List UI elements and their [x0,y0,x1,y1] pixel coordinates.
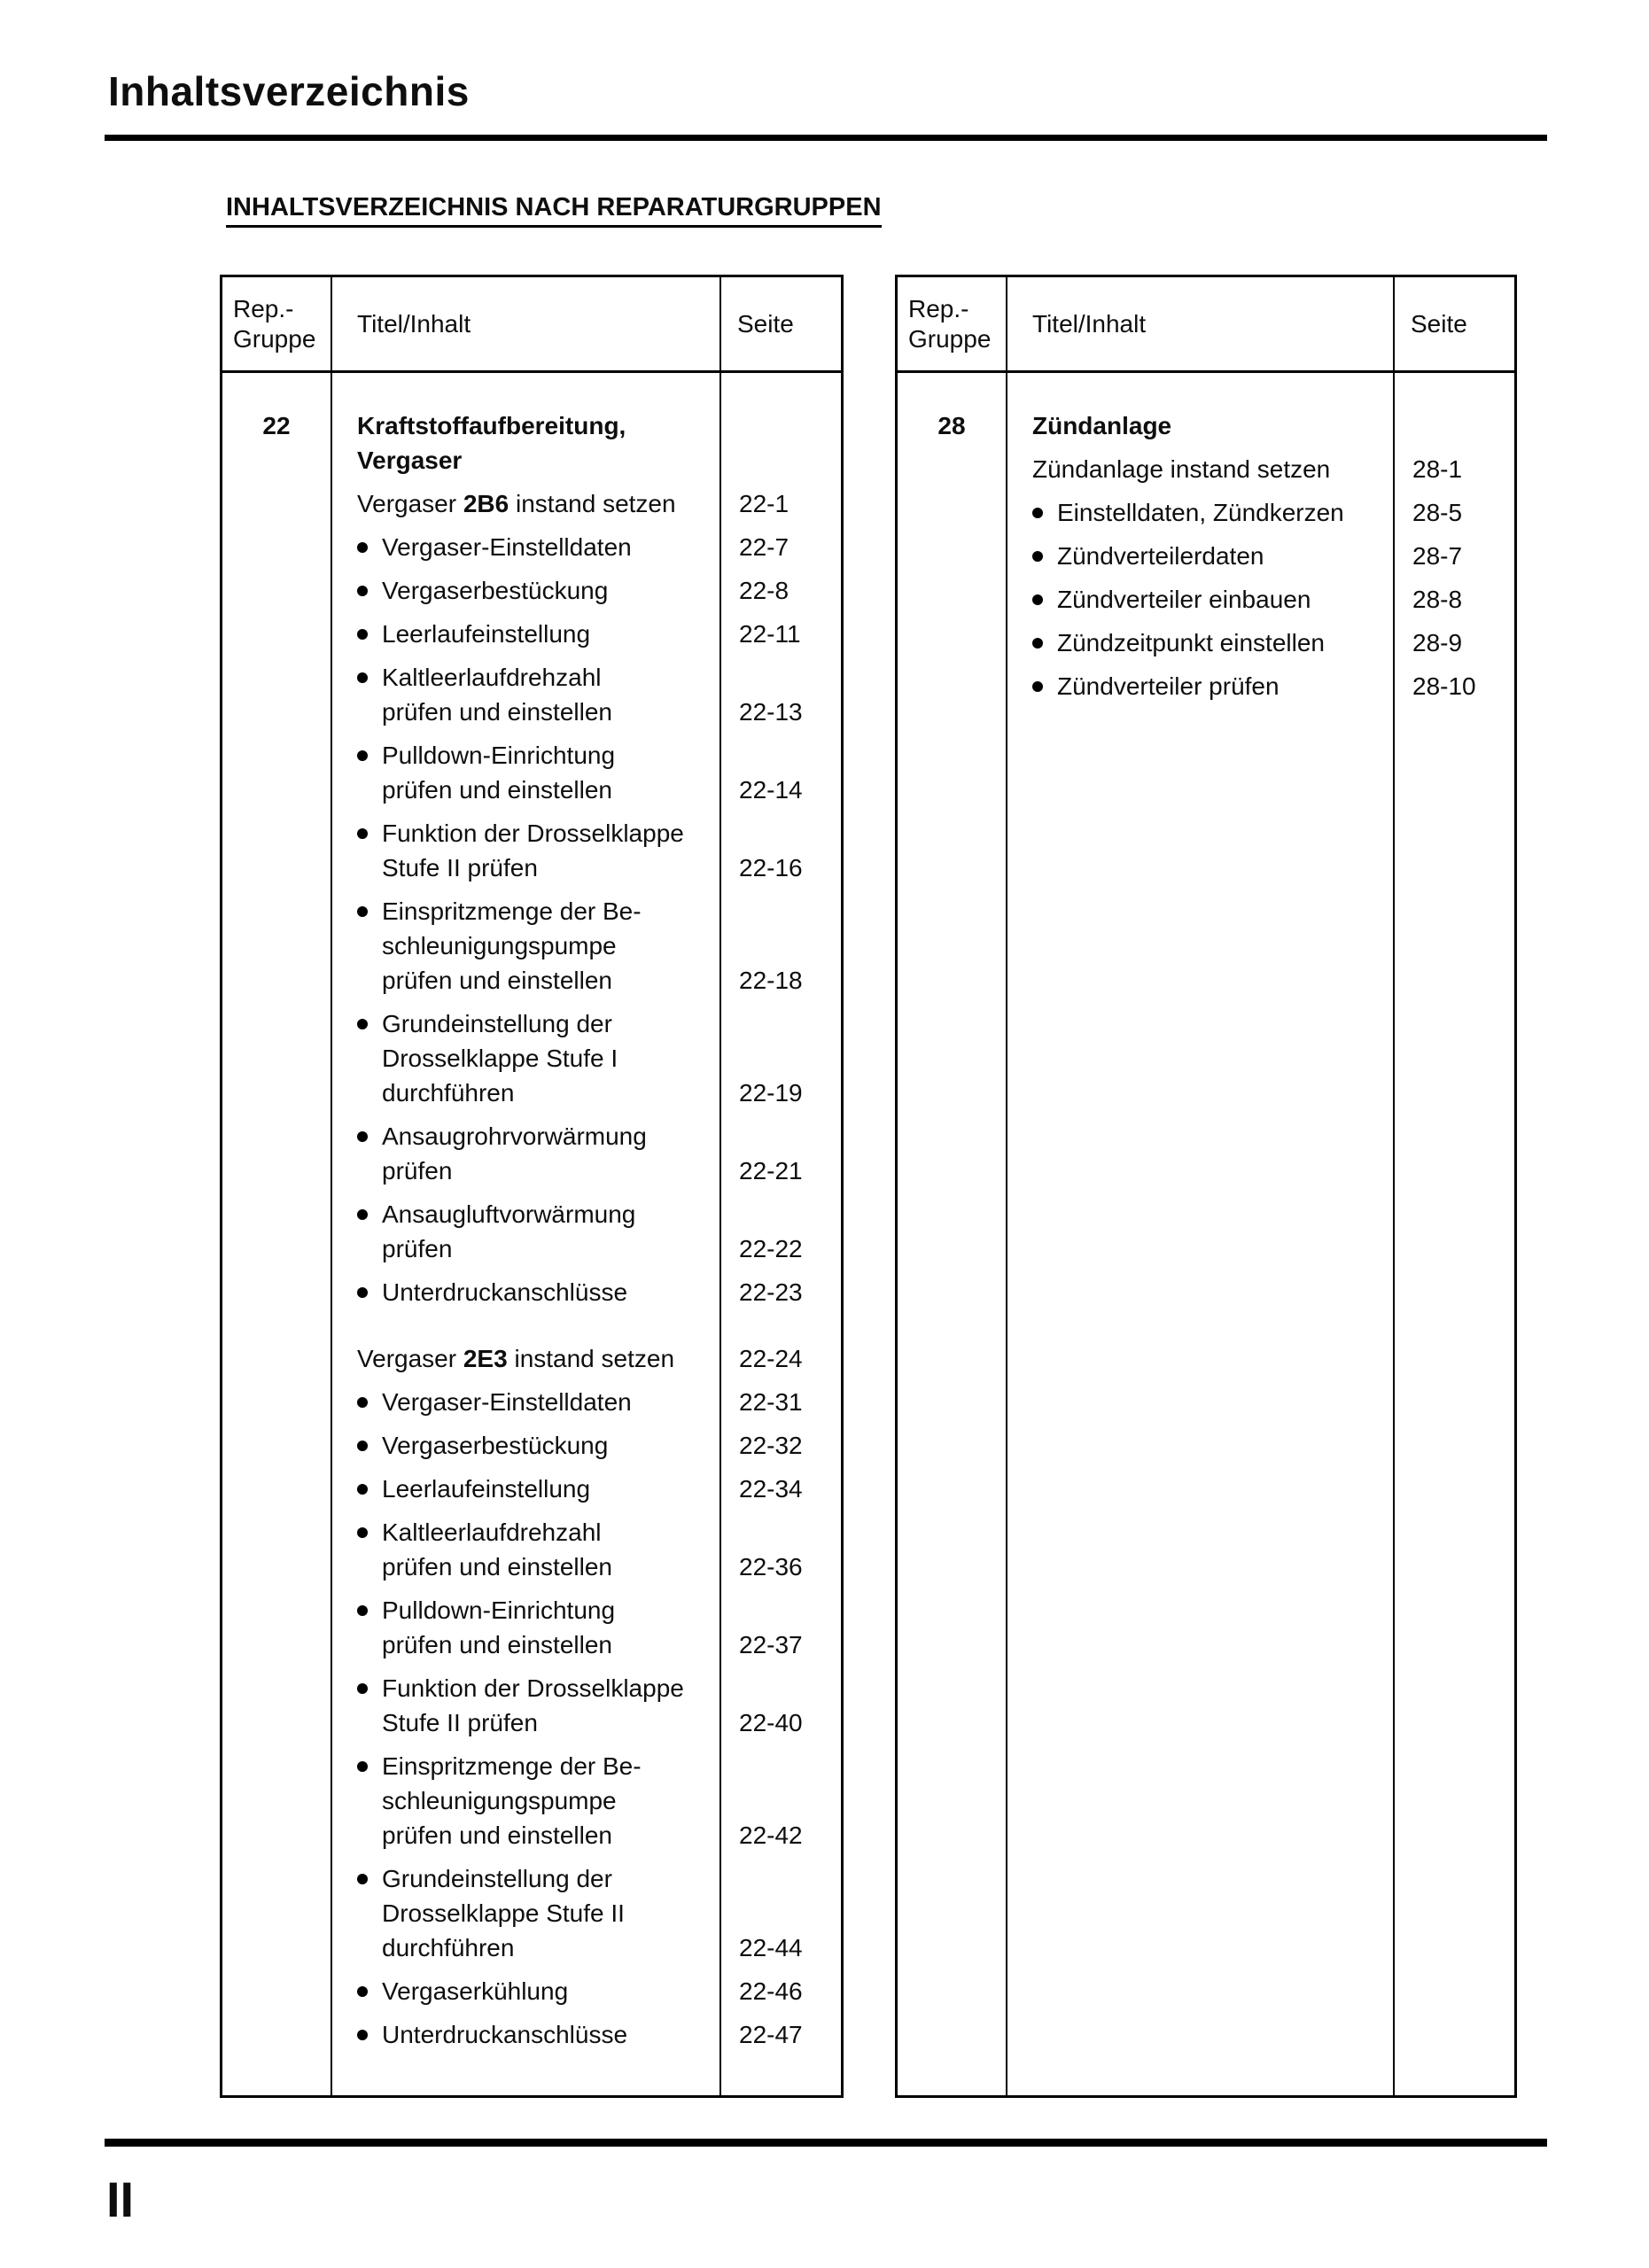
toc-item [898,625,1395,660]
header-rep-line1: Rep.- [233,294,294,322]
toc-item-text [357,486,721,521]
page-number: II [106,2171,135,2227]
page-ref: 22-1 [739,490,789,517]
top-rule [105,135,1547,141]
toc-item-row [898,582,1514,617]
toc-item [222,1385,721,1419]
toc-line: Leerlaufeinstellung [382,1475,591,1503]
toc-line: prüfen und einstellen [382,776,612,804]
toc-line: schleunigungspumpe [382,1787,617,1814]
toc-line: Einspritzmenge der Be- [382,897,642,925]
bullet-icon [357,2030,368,2040]
page-ref: 22-16 [739,854,803,882]
toc-item-text [382,617,590,651]
bullet-icon [357,1209,368,1220]
toc-item [222,1974,721,2008]
toc-item-text [382,573,608,608]
toc-item-text [382,1428,608,1463]
toc-item-text [1057,539,1264,573]
toc-line: Funktion der Drosselklappe [382,819,684,847]
section-heading: INHALTSVERZEICHNIS NACH REPARATURGRUPPEN [226,193,882,228]
toc-line: Leerlaufeinstellung [382,620,591,648]
toc-item [222,1006,721,1110]
toc-item-row [898,495,1514,530]
toc-item-text [357,1341,721,1376]
bullet-icon [357,906,368,917]
toc-line-part: Vergaser [357,490,463,517]
section-title-text [1032,408,1395,443]
page-ref: 22-31 [739,1388,803,1416]
toc-item [222,573,721,608]
toc-item [222,816,721,885]
page-ref: 22-22 [739,1235,803,1262]
toc-item-row [222,1749,841,1852]
column-header-titel-inhalt: Titel/Inhalt [1032,309,1147,338]
toc-item-text [382,530,632,564]
page-ref: 28-5 [1412,499,1463,526]
toc-line: prüfen und einstellen [382,1631,612,1658]
bullet-icon [357,1441,368,1451]
bullet-icon [357,1397,368,1408]
toc-item-text [382,1671,684,1740]
page-ref: 22-46 [739,1977,803,2005]
toc-item-row [222,660,841,729]
toc-item [222,1197,721,1266]
toc-line: prüfen und einstellen [382,967,612,994]
toc-line: Grundeinstellung der [382,1010,612,1037]
toc-line: Einstelldaten, Zündkerzen [1057,499,1344,526]
toc-item-text [382,1974,568,2008]
page-ref: 28-8 [1412,586,1463,613]
toc-item [222,617,721,651]
toc-line: Vergaser-Einstelldaten [382,1388,632,1416]
toc-item-row [222,1861,841,1965]
page-ref: 22-11 [739,620,801,648]
toc-item-text [1057,625,1325,660]
toc-item-text [382,1006,618,1110]
table-rows [222,408,841,2052]
toc-item-row [222,1197,841,1266]
toc-item-text [382,738,615,807]
toc-line: Vergaser-Einstelldaten [382,533,632,561]
toc-line: Vergaser [357,447,463,474]
page-ref: 22-32 [739,1432,803,1459]
page-ref: 22-47 [739,2021,803,2048]
toc-line: Unterdruckanschlüsse [382,2021,628,2048]
group-number: 28 [937,412,966,439]
toc-item-row [222,486,841,521]
toc-item-row [898,625,1514,660]
toc-item-row [222,1385,841,1419]
toc-line: Unterdruckanschlüsse [382,1278,628,1306]
bullet-icon [1032,594,1043,605]
page-ref: 22-23 [739,1278,803,1306]
header-rep-line2: Gruppe [908,324,992,353]
bullet-icon [357,1287,368,1298]
toc-item [222,530,721,564]
toc-item-row [222,1515,841,1584]
toc-line: Kaltleerlaufdrehzahl [382,664,602,691]
toc-item-text [382,816,684,885]
toc-item [222,1119,721,1188]
toc-item-row [222,1006,841,1110]
toc-line: Vergaserbestückung [382,577,609,604]
toc-line: Zündanlage instand setzen [1032,455,1331,483]
bottom-rule [105,2139,1547,2147]
toc-line: Vergaserkühlung [382,1977,569,2005]
table-body [222,373,841,2052]
bullet-icon [357,542,368,553]
toc-line: Stufe II prüfen [382,854,538,882]
column-header-seite: Seite [737,309,794,338]
toc-line-part: instand setzen [507,1345,675,1372]
column-divider [331,277,332,2095]
header-rep-line1: Rep.- [908,294,969,322]
toc-item [222,894,721,998]
toc-item [222,1341,721,1376]
toc-line: Vergaserbestückung [382,1432,609,1459]
page-ref: 22-21 [739,1157,803,1184]
toc-line: durchführen [382,1079,515,1107]
toc-item-text [1057,669,1280,703]
bullet-icon [357,1761,368,1772]
toc-item-row [222,1671,841,1740]
bullet-icon [357,1484,368,1495]
toc-item [222,738,721,807]
page-ref: 22-34 [739,1475,803,1503]
toc-item [222,1861,721,1965]
toc-line: Zündanlage [1032,412,1172,439]
table-rows [898,408,1514,703]
column-header-rep-gruppe [222,294,331,354]
toc-line: Pulldown-Einrichtung [382,742,616,769]
toc-item [898,539,1395,573]
toc-item-text [382,1472,590,1506]
toc-item-text [382,1515,612,1584]
bullet-icon [357,750,368,761]
toc-item-text [382,1593,615,1662]
page-ref: 22-42 [739,1821,803,1849]
table-body [898,373,1514,703]
toc-line: Drosselklappe Stufe I [382,1045,618,1072]
page-ref: 28-9 [1412,629,1463,656]
toc-item-text [382,1861,625,1965]
toc-line: prüfen und einstellen [382,1821,612,1849]
page-ref: 22-8 [739,577,789,604]
toc-line: Kaltleerlaufdrehzahl [382,1518,602,1546]
toc-line: prüfen [382,1235,453,1262]
toc-item [898,452,1395,486]
toc-line: Einspritzmenge der Be- [382,1752,642,1780]
bullet-icon [1032,551,1043,562]
page-ref: 28-1 [1412,455,1463,483]
toc-line: schleunigungspumpe [382,932,617,959]
toc-item [222,660,721,729]
toc-table-left [220,275,844,2098]
column-divider [1393,277,1395,2095]
toc-item [898,582,1395,617]
toc-item-row [222,1119,841,1188]
toc-item [222,1428,721,1463]
page-ref: 22-18 [739,967,803,994]
page-ref: 22-7 [739,533,789,561]
toc-item [898,495,1395,530]
toc-line: prüfen und einstellen [382,698,612,726]
page-ref: 22-19 [739,1079,803,1107]
toc-line: Zündverteiler prüfen [1057,672,1280,700]
toc-item-text [382,1385,632,1419]
toc-item-row [222,2017,841,2052]
toc-item [222,486,721,521]
toc-item-text [382,1275,627,1309]
bullet-icon [357,672,368,683]
toc-tables [220,275,1517,2098]
page-ref: 22-37 [739,1631,803,1658]
page-ref: 22-36 [739,1553,803,1581]
bullet-icon [1032,638,1043,649]
toc-line: Drosselklappe Stufe II [382,1899,625,1927]
column-header-seite: Seite [1411,309,1467,338]
toc-line: Zündverteilerdaten [1057,542,1264,570]
page-ref: 22-44 [739,1934,803,1961]
toc-item-text [382,2017,627,2052]
bullet-icon [357,1986,368,1997]
section-title-text [357,408,721,478]
toc-item-row [222,1428,841,1463]
toc-item [222,1671,721,1740]
page-ref: 28-10 [1412,672,1476,700]
column-divider [1006,277,1007,2095]
bullet-icon [1032,681,1043,692]
toc-item-text [1057,582,1311,617]
toc-item [222,1472,721,1506]
toc-item-text [382,660,612,729]
toc-item-row [222,617,841,651]
page-ref: 22-40 [739,1709,803,1736]
toc-line: durchführen [382,1934,515,1961]
toc-item-row [222,738,841,807]
toc-item-row [898,452,1514,486]
column-divider [719,277,721,2095]
toc-line: Pulldown-Einrichtung [382,1596,616,1624]
toc-line: prüfen und einstellen [382,1553,612,1581]
page-ref: 28-7 [1412,542,1463,570]
toc-item-row [222,1593,841,1662]
bullet-icon [357,1019,368,1029]
toc-item-row [222,1974,841,2008]
header-rep-line2: Gruppe [233,324,316,353]
toc-item-row [222,1472,841,1506]
toc-line: Ansaugrohrvorwärmung [382,1122,647,1150]
toc-item-row [222,573,841,608]
toc-line-part: instand setzen [509,490,676,517]
bullet-icon [357,1683,368,1694]
toc-line [357,1341,721,1376]
toc-item-text [382,1197,635,1266]
bullet-icon [357,586,368,596]
toc-item [222,1749,721,1852]
toc-item-row [898,539,1514,573]
toc-item-row [222,530,841,564]
bullet-icon [1032,508,1043,518]
toc-item-row [222,894,841,998]
group-number: 22 [262,412,291,439]
toc-item-row [222,1341,841,1376]
toc-line: Funktion der Drosselklappe [382,1674,684,1702]
bullet-icon [357,1605,368,1616]
toc-line: Ansaugluftvorwärmung [382,1200,636,1228]
toc-line-part: 2E3 [463,1345,508,1372]
toc-item [222,2017,721,2052]
toc-item-text [1057,495,1344,530]
toc-line: prüfen [382,1157,453,1184]
toc-item [222,1275,721,1309]
toc-line: Stufe II prüfen [382,1709,538,1736]
toc-line: Kraftstoffaufbereitung, [357,412,626,439]
page-ref: 22-14 [739,776,803,804]
toc-line-part: Vergaser [357,1345,463,1372]
bullet-icon [357,1131,368,1142]
bullet-icon [357,1874,368,1884]
table-header-row [222,277,841,373]
page-title: Inhaltsverzeichnis [108,68,470,114]
toc-item [898,669,1395,703]
page-ref: 22-24 [739,1345,803,1372]
toc-line: Zündverteiler einbauen [1057,586,1311,613]
toc-item [222,1593,721,1662]
toc-item-text [382,894,642,998]
toc-table-right [895,275,1517,2098]
toc-item-text [382,1749,642,1852]
toc-line: Zündzeitpunkt einstellen [1057,629,1325,656]
toc-line-part: 2B6 [463,490,509,517]
bullet-icon [357,1527,368,1538]
toc-line [357,486,721,521]
toc-item-row [222,816,841,885]
column-header-rep-gruppe [898,294,1006,354]
toc-item [222,1515,721,1584]
toc-line: Grundeinstellung der [382,1865,612,1892]
bullet-icon [357,629,368,640]
toc-item-row [898,669,1514,703]
toc-item-text [382,1119,647,1188]
table-header-row [898,277,1514,373]
bullet-icon [357,828,368,839]
toc-item-row [222,1275,841,1309]
column-header-titel-inhalt: Titel/Inhalt [357,309,471,338]
page-ref: 22-13 [739,698,803,726]
toc-item-text [1032,452,1395,486]
